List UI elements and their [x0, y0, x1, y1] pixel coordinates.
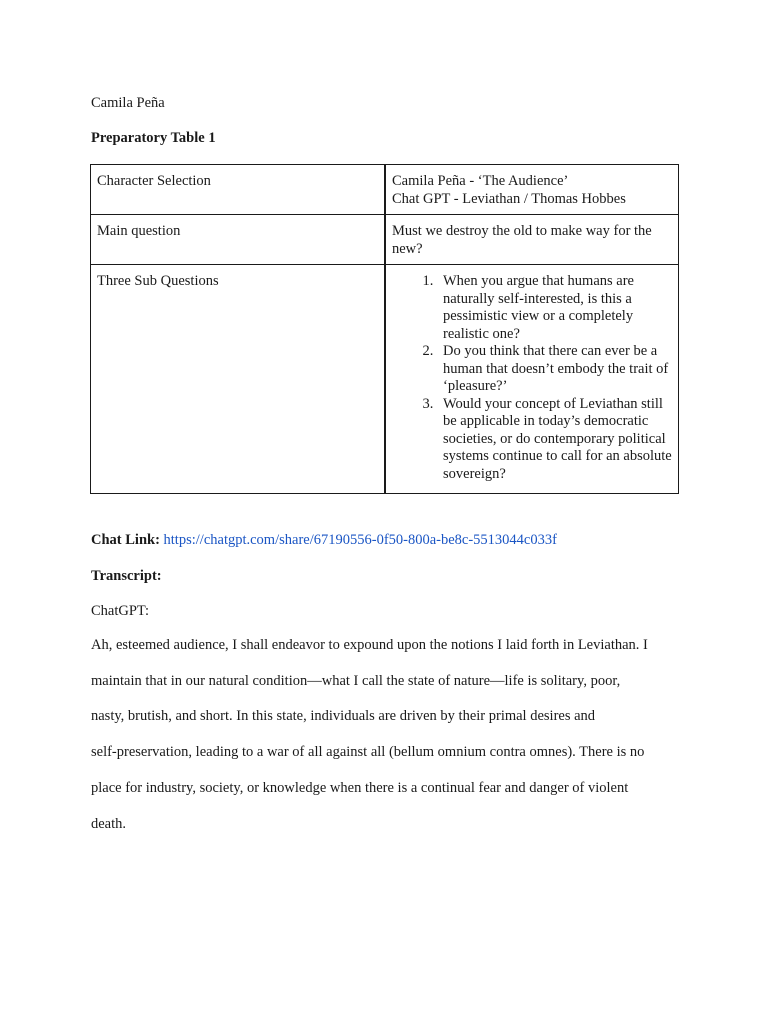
paragraph-line: Ah, esteemed audience, I shall endeavor to expound upon the notions I laid forth in Leviathan. I [91, 637, 648, 653]
paragraph-line: maintain that in our natural condition—what I call the state of nature—life is solitary, poor, [91, 672, 621, 689]
row-label-character-selection: Character Selection [91, 165, 386, 215]
paragraph-line: nasty, brutish, and short. In this state, individuals are driven by their primal desires and [91, 708, 596, 725]
chat-link-label: Chat Link: [91, 532, 160, 548]
table-row [91, 165, 679, 215]
sub-question-item: 3. Would your concept of Leviathan still be applicable in today’s democratic societies, or do contemporary political systems continue to call for an absolute sovereign? [437, 396, 672, 484]
sub-questions-list [392, 273, 672, 483]
transcript-paragraph [91, 628, 691, 842]
paragraph-line: death. [91, 815, 127, 832]
paragraph-line: self-preservation, leading to a war of all against all (bellum omnium contra omnes). There is no [91, 744, 645, 761]
row-value-sub-questions [385, 265, 679, 494]
preparatory-table [90, 164, 679, 494]
transcript-heading: Transcript: [91, 568, 162, 584]
row-value-main-question: Must we destroy the old to make way for the new? [385, 215, 679, 265]
chat-link-line [91, 531, 557, 549]
speaker-name: ChatGPT: [91, 603, 150, 619]
row-value-character-selection [385, 165, 679, 215]
table-title: Preparatory Table 1 [91, 130, 216, 146]
table-row [91, 265, 679, 494]
sub-question-item: 1. When you argue that humans are naturally self-interested, is this a pessimistic view or a completely realistic one? [437, 273, 672, 343]
character-line: Camila Peña - ‘The Audience’ [392, 173, 569, 189]
author-name: Camila Peña [91, 95, 165, 111]
chat-link-url[interactable]: https://chatgpt.com/share/67190556-0f50-800a-be8c-5513044c033f [163, 532, 557, 548]
row-label-main-question: Main question [91, 215, 386, 265]
row-label-sub-questions: Three Sub Questions [91, 265, 386, 494]
sub-question-item: 2. Do you think that there can ever be a human that doesn’t embody the trait of ‘pleasure?’ [437, 343, 672, 396]
table-row [91, 215, 679, 265]
character-line: Chat GPT - Leviathan / Thomas Hobbes [392, 190, 626, 207]
paragraph-line: place for industry, society, or knowledge when there is a continual fear and danger of violent [91, 779, 629, 796]
